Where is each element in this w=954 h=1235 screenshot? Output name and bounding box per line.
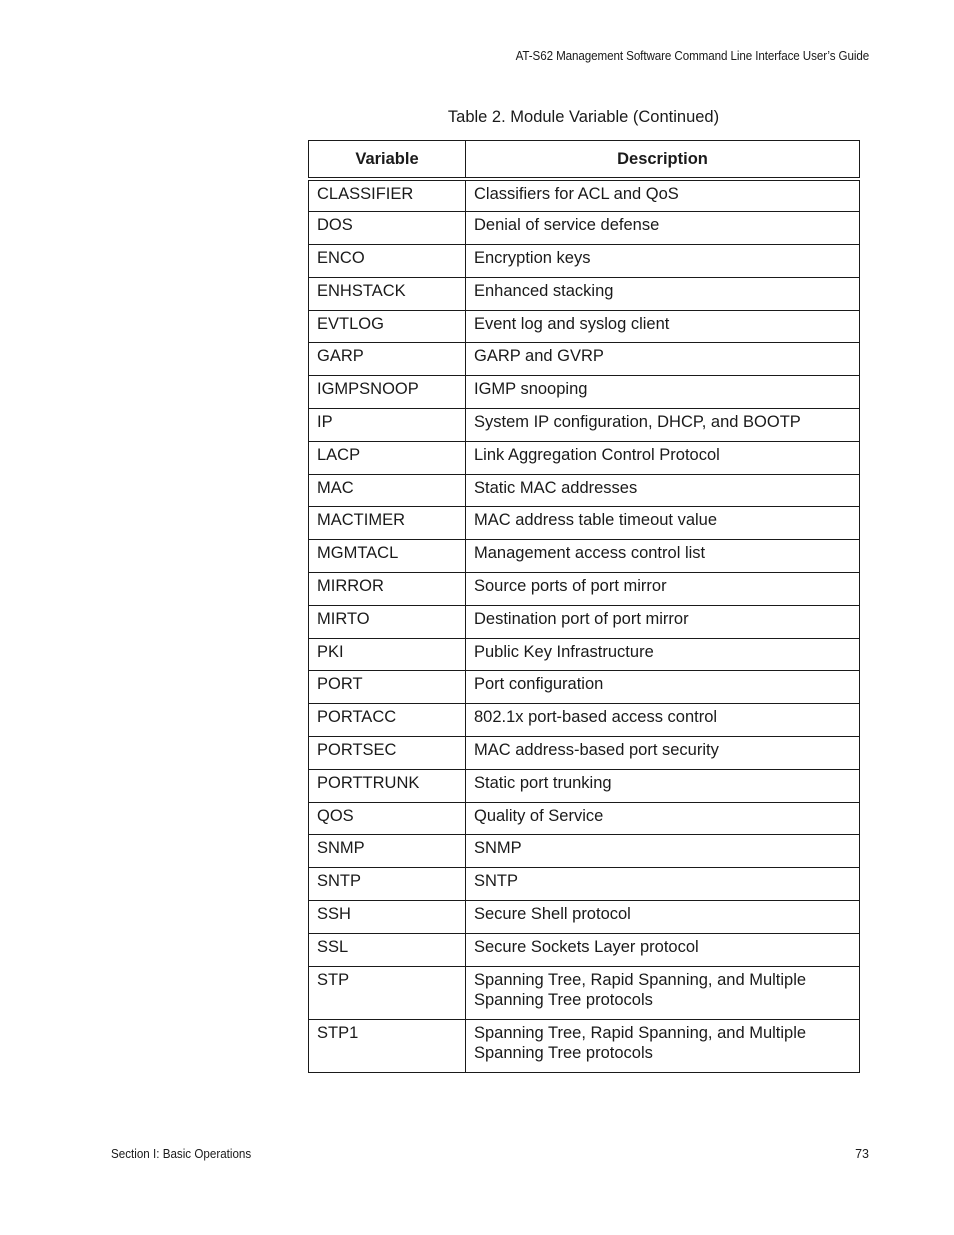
description-cell: Secure Sockets Layer protocol	[466, 933, 860, 966]
table-row	[309, 769, 860, 802]
description-cell: Quality of Service	[466, 802, 860, 835]
column-header-variable: Variable	[309, 141, 466, 180]
variable-cell: DOS	[309, 212, 466, 245]
description-cell: Secure Shell protocol	[466, 901, 860, 934]
table-caption: Table 2. Module Variable (Continued)	[447, 108, 720, 126]
table-row	[309, 376, 860, 409]
variable-cell: MACTIMER	[309, 507, 466, 540]
variable-cell: QOS	[309, 802, 466, 835]
table-row	[309, 933, 860, 966]
table-row	[309, 737, 860, 770]
variable-cell: STP	[309, 966, 466, 1019]
description-cell: 802.1x port-based access control	[466, 704, 860, 737]
variable-cell: SSH	[309, 901, 466, 934]
table-row	[309, 671, 860, 704]
description-cell: Event log and syslog client	[466, 310, 860, 343]
variable-cell: PORTACC	[309, 704, 466, 737]
description-cell: Spanning Tree, Rapid Spanning, and Multiple Spanning Tree protocols	[466, 1019, 860, 1072]
variable-cell: EVTLOG	[309, 310, 466, 343]
table-row	[309, 179, 860, 212]
table-row	[309, 310, 860, 343]
column-header-description: Description	[466, 141, 860, 180]
variable-cell: STP1	[309, 1019, 466, 1072]
description-cell: MAC address-based port security	[466, 737, 860, 770]
variable-cell: GARP	[309, 343, 466, 376]
variable-cell: PORTSEC	[309, 737, 466, 770]
description-cell: Public Key Infrastructure	[466, 638, 860, 671]
description-cell: Source ports of port mirror	[466, 573, 860, 606]
description-cell: SNMP	[466, 835, 860, 868]
variable-cell: MAC	[309, 474, 466, 507]
variable-cell: PORTTRUNK	[309, 769, 466, 802]
table-header-row	[309, 141, 860, 180]
description-cell: GARP and GVRP	[466, 343, 860, 376]
table-row	[309, 540, 860, 573]
description-cell: Link Aggregation Control Protocol	[466, 441, 860, 474]
description-cell: Port configuration	[466, 671, 860, 704]
table-row	[309, 212, 860, 245]
description-cell: System IP configuration, DHCP, and BOOTP	[466, 409, 860, 442]
description-cell: Static port trunking	[466, 769, 860, 802]
variable-cell: MIRTO	[309, 605, 466, 638]
variable-cell: SNMP	[309, 835, 466, 868]
footer-section-title: Section I: Basic Operations	[111, 1147, 252, 1161]
variable-cell: ENHSTACK	[309, 277, 466, 310]
description-cell: Encryption keys	[466, 245, 860, 278]
variable-cell: MGMTACL	[309, 540, 466, 573]
table-row	[309, 868, 860, 901]
table-row	[309, 901, 860, 934]
description-cell: MAC address table timeout value	[466, 507, 860, 540]
description-cell: Static MAC addresses	[466, 474, 860, 507]
table-row	[309, 1019, 860, 1072]
description-cell: Enhanced stacking	[466, 277, 860, 310]
table-row	[309, 835, 860, 868]
module-variable-table	[308, 140, 860, 1073]
description-cell: Classifiers for ACL and QoS	[466, 179, 860, 212]
variable-cell: PORT	[309, 671, 466, 704]
description-cell: Spanning Tree, Rapid Spanning, and Multiple Spanning Tree protocols	[466, 966, 860, 1019]
variable-cell: IP	[309, 409, 466, 442]
table-row	[309, 277, 860, 310]
table-row	[309, 638, 860, 671]
page-number: 73	[855, 1147, 869, 1161]
description-cell: Denial of service defense	[466, 212, 860, 245]
table-row	[309, 605, 860, 638]
table-body	[309, 179, 860, 1072]
table-row	[309, 507, 860, 540]
table-row	[309, 409, 860, 442]
table-row	[309, 966, 860, 1019]
description-cell: IGMP snooping	[466, 376, 860, 409]
variable-cell: SNTP	[309, 868, 466, 901]
table-row	[309, 704, 860, 737]
running-header: AT-S62 Management Software Command Line Interface User’s Guide	[515, 49, 869, 63]
variable-cell: LACP	[309, 441, 466, 474]
variable-cell: IGMPSNOOP	[309, 376, 466, 409]
table-row	[309, 245, 860, 278]
table-row	[309, 474, 860, 507]
variable-cell: PKI	[309, 638, 466, 671]
variable-cell: CLASSIFIER	[309, 179, 466, 212]
description-cell: Management access control list	[466, 540, 860, 573]
table-row	[309, 343, 860, 376]
table-row	[309, 802, 860, 835]
table-row	[309, 441, 860, 474]
description-cell: SNTP	[466, 868, 860, 901]
variable-cell: SSL	[309, 933, 466, 966]
variable-cell: ENCO	[309, 245, 466, 278]
description-cell: Destination port of port mirror	[466, 605, 860, 638]
variable-cell: MIRROR	[309, 573, 466, 606]
table-row	[309, 573, 860, 606]
